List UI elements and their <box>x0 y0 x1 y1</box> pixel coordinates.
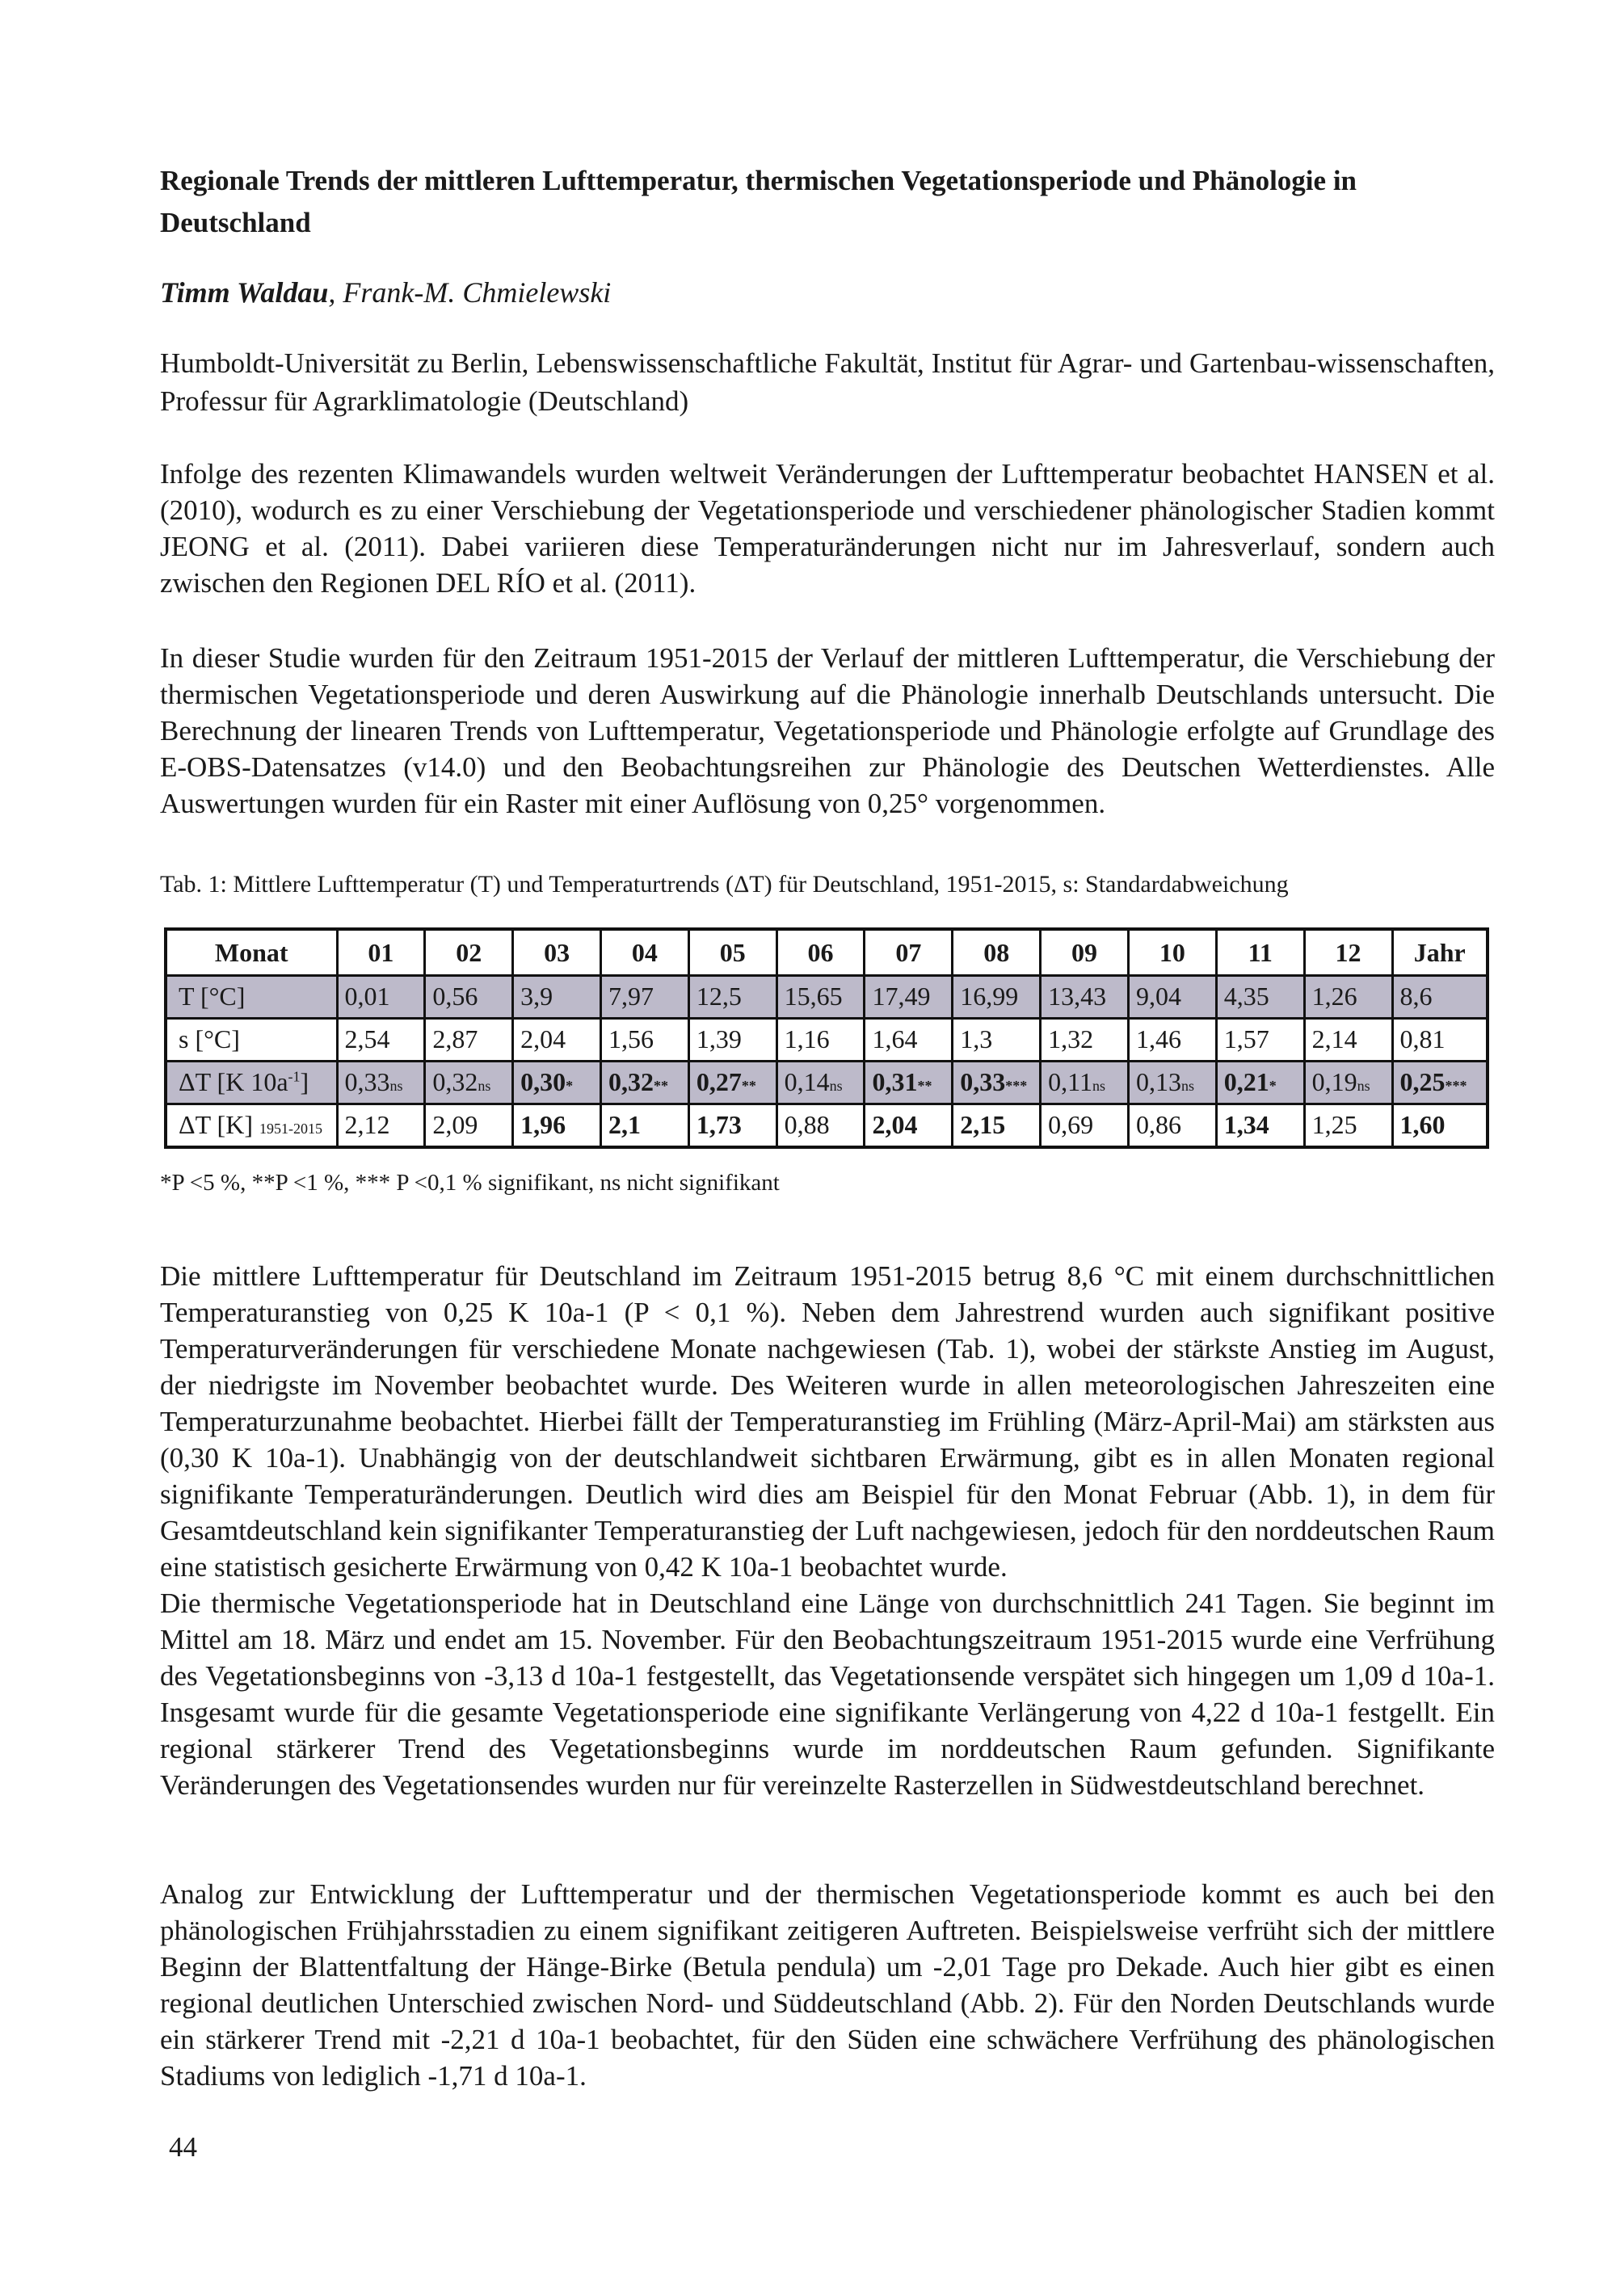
table-cell: 16,99 <box>953 976 1041 1019</box>
table-cell <box>776 1061 865 1104</box>
authors <box>160 275 1495 310</box>
table-caption: Tab. 1: Mittlere Lufttemperatur (T) und Temperaturtrends (ΔT) für Deutschland, 1951-2015, s: Standardabweichung <box>160 871 1289 898</box>
table-cell <box>337 1061 425 1104</box>
table-cell: 0,88 <box>776 1104 865 1147</box>
trend-value: 0,33 <box>960 1067 1006 1097</box>
table-cell <box>1128 1061 1216 1104</box>
paragraph-results-3: Analog zur Entwicklung der Lufttemperatur und der thermischen Vegetationsperiode kommt es auch bei den phänologischen Frühjahrsstadien zu einem signifikant zeitigeren Auftreten. Beispielsweise verfrüht sich der mittlere Beginn der Blattentfaltung der Hänge-Birke (Betula pendula) um -2,01 Tage pro Dekade. Auch hier gibt es einen regional deutlichen Unterschied zwischen Nord- und Süddeutschland (Abb. 2). Für den Norden Deutschlands wurde ein stärkerer Trend mit -2,21 d 10a-1 beobachtet, für den Süden eine schwächere Verfrühung des phänologischen Stadiums von lediglich -1,71 d 10a-1. <box>160 1878 1495 2092</box>
table-significance-note: *P <5 %, **P <1 %, *** P <0,1 % signifikant, ns nicht signifikant <box>160 1170 780 1196</box>
table-cell: 2,09 <box>425 1104 513 1147</box>
table-cell: 1,57 <box>1216 1018 1304 1061</box>
table-cell: 1,32 <box>1041 1018 1129 1061</box>
results-section <box>160 1258 1495 1803</box>
table-cell: 1,64 <box>865 1018 953 1061</box>
header-cell-month: Monat <box>166 929 337 976</box>
header-cell: 02 <box>425 929 513 976</box>
table-cell <box>425 1061 513 1104</box>
table-cell: 1,60 <box>1392 1104 1488 1147</box>
header-cell: 05 <box>688 929 776 976</box>
trend-value: 0,14 <box>784 1067 830 1097</box>
row-label-text: ΔT [K 10a <box>179 1067 288 1097</box>
trend-value: 0,21 <box>1223 1067 1269 1097</box>
trend-value: 0,32 <box>608 1067 654 1097</box>
significance-marker: *** <box>1445 1078 1467 1095</box>
trend-value: 0,11 <box>1048 1067 1092 1097</box>
table-cell: 9,04 <box>1128 976 1216 1019</box>
row-label: T [°C] <box>166 976 337 1019</box>
row-label <box>166 1104 337 1147</box>
significance-marker: ns <box>1357 1078 1370 1095</box>
table-cell: 1,96 <box>513 1104 601 1147</box>
table-cell <box>600 1061 688 1104</box>
table-row-decadal-trend <box>166 1061 1488 1104</box>
table-cell <box>1216 1061 1304 1104</box>
paper-title: Regionale Trends der mittleren Lufttemperatur, thermischen Vegetationsperiode und Phänologie in Deutschland <box>160 165 1357 238</box>
trend-value: 0,30 <box>520 1067 566 1097</box>
trend-value: 0,33 <box>344 1067 390 1097</box>
table-cell <box>688 1061 776 1104</box>
table-cell: 1,34 <box>1216 1104 1304 1147</box>
first-author: Timm Waldau <box>160 276 329 309</box>
table-header-row <box>166 929 1488 976</box>
table-cell: 2,12 <box>337 1104 425 1147</box>
table-cell <box>953 1061 1041 1104</box>
table-cell: 1,46 <box>1128 1018 1216 1061</box>
significance-marker: ** <box>741 1078 756 1095</box>
table-cell: 1,3 <box>953 1018 1041 1061</box>
table-cell <box>513 1061 601 1104</box>
header-cell-year: Jahr <box>1392 929 1488 976</box>
header-cell: 07 <box>865 929 953 976</box>
significance-marker: ns <box>478 1078 491 1095</box>
table-cell: 2,1 <box>600 1104 688 1147</box>
paragraph-intro-2: In dieser Studie wurden für den Zeitraum 1951-2015 der Verlauf der mittleren Lufttemperatur, die Verschiebung der thermischen Vegetationsperiode und deren Auswirkung auf die Phänologie innerhalb Deutschlands untersucht. Die Berechnung der linearen Trends von Lufttemperatur, Vegetationsperiode und Phänologie erfolgte auf Grundlage des E-OBS-Datensatzes (v14.0) und den Beobachtungsreihen zur Phänologie des Deutschen Wetterdienstes. Alle Auswertungen wurden für ein Raster mit einer Auflösung von 0,25° vorgenommen. <box>160 642 1495 819</box>
significance-marker: ** <box>653 1078 668 1095</box>
table-cell: 8,6 <box>1392 976 1488 1019</box>
trend-value: 0,31 <box>872 1067 918 1097</box>
header-cell: 04 <box>600 929 688 976</box>
paragraph-results-2: Die thermische Vegetationsperiode hat in Deutschland eine Länge von durchschnittlich 241 Tagen. Sie beginnt im Mittel am 18. März und endet am 15. November. Für den Beobachtungszeitraum 1951-2015 wurde eine Verfrühung des Vegetationsbeginns von -3,13 d 10a-1 festgestellt, das Vegetationsende verspätet sich hingegen um 1,09 d 10a-1. Insgesamt wurde für die gesamte Vegetationsperiode eine signifikante Verlängerung von 4,22 d 10a-1 festgellt. Ein regional stärkerer Trend des Vegetationsbeginns wurde im norddeutschen Raum gefunden. Signifikante Veränderungen des Vegetationsendes wurden nur für vereinzelte Rasterzellen in Südwestdeutschland berechnet. <box>160 1587 1495 1801</box>
table-cell: 12,5 <box>688 976 776 1019</box>
table-cell <box>1392 1061 1488 1104</box>
significance-marker: * <box>566 1078 574 1095</box>
table-cell: 1,25 <box>1304 1104 1392 1147</box>
paragraph-results-1: Die mittlere Lufttemperatur für Deutschland im Zeitraum 1951-2015 betrug 8,6 °C mit einem durchschnittlichen Temperaturanstieg von 0,25 K 10a-1 (P < 0,1 %). Neben dem Jahrestrend wurden auch signifikant positive Temperaturveränderungen für verschiedene Monate nachgewiesen (Tab. 1), wobei der stärkste Anstieg im August, der niedrigste im November beobachtet wurde. Des Weiteren wurde in allen meteorologischen Jahreszeiten eine Temperaturzunahme beobachtet. Hierbei fällt der Temperaturanstieg im Frühling (März-April-Mai) am stärksten aus (0,30 K 10a-1). Unabhängig von der deutschlandweit sichtbaren Erwärmung, gibt es in allen Monaten regional signifikante Temperaturänderungen. Deutlich wird dies am Beispiel für den Monat Februar (Abb. 1), in dem für Gesamtdeutschland kein signifikanter Temperaturanstieg der Luft nachgewiesen, jedoch für den norddeutschen Raum eine statistisch gesicherte Erwärmung von 0,42 K 10a-1 beobachtet wurde. <box>160 1260 1495 1583</box>
table-cell: 1,73 <box>688 1104 776 1147</box>
significance-marker: ns <box>829 1078 843 1095</box>
row-label-end: ] <box>300 1067 309 1097</box>
trend-value: 0,19 <box>1311 1067 1357 1097</box>
trend-value: 0,32 <box>432 1067 478 1097</box>
significance-marker: * <box>1269 1078 1277 1095</box>
table-cell: 2,14 <box>1304 1018 1392 1061</box>
paragraph-intro-1: Infolge des rezenten Klimawandels wurden weltweit Veränderungen der Lufttemperatur beobachtet HANSEN et al. (2010), wodurch es zu einer Verschiebung der Vegetationsperiode und verschiedener phänologischer Stadien kommt JEONG et al. (2011). Dabei variieren diese Temperaturänderungen nicht nur im Jahresverlauf, sondern auch zwischen den Regionen DEL RÍO et al. (2011). <box>160 458 1495 599</box>
table-cell: 0,86 <box>1128 1104 1216 1147</box>
header-cell: 12 <box>1304 929 1392 976</box>
table-cell <box>865 1061 953 1104</box>
header-cell: 06 <box>776 929 865 976</box>
table-cell <box>1041 1061 1129 1104</box>
table-cell: 0,01 <box>337 976 425 1019</box>
header-cell: 09 <box>1041 929 1129 976</box>
table-cell: 15,65 <box>776 976 865 1019</box>
table-cell: 1,56 <box>600 1018 688 1061</box>
row-label-period: 1951-2015 <box>259 1121 322 1137</box>
trend-value: 0,27 <box>696 1067 742 1097</box>
header-cell: 01 <box>337 929 425 976</box>
table-cell: 3,9 <box>513 976 601 1019</box>
table-cell: 7,97 <box>600 976 688 1019</box>
table-row-standard-deviation <box>166 1018 1488 1061</box>
table-cell: 2,04 <box>513 1018 601 1061</box>
table-cell: 0,69 <box>1041 1104 1129 1147</box>
temperature-table <box>164 927 1489 1149</box>
significance-marker: ** <box>917 1078 932 1095</box>
table-cell: 2,87 <box>425 1018 513 1061</box>
header-cell: 08 <box>953 929 1041 976</box>
table-cell: 13,43 <box>1041 976 1129 1019</box>
table-cell: 1,26 <box>1304 976 1392 1019</box>
table-row-mean-temperature <box>166 976 1488 1019</box>
header-cell: 11 <box>1216 929 1304 976</box>
table-cell: 2,15 <box>953 1104 1041 1147</box>
page-number: 44 <box>169 2131 197 2163</box>
table-cell: 0,81 <box>1392 1018 1488 1061</box>
table-cell: 2,54 <box>337 1018 425 1061</box>
table-cell: 0,56 <box>425 976 513 1019</box>
table-cell: 17,49 <box>865 976 953 1019</box>
row-label: s [°C] <box>166 1018 337 1061</box>
header-cell: 03 <box>513 929 601 976</box>
row-label-superscript: -1 <box>288 1068 301 1085</box>
table-cell <box>1304 1061 1392 1104</box>
table-cell: 2,04 <box>865 1104 953 1147</box>
significance-marker: ns <box>389 1078 403 1095</box>
trend-value: 0,25 <box>1399 1067 1446 1097</box>
significance-marker: ns <box>1092 1078 1105 1095</box>
table-cell: 1,16 <box>776 1018 865 1061</box>
table-cell: 1,39 <box>688 1018 776 1061</box>
significance-marker: ns <box>1180 1078 1194 1095</box>
table-cell: 4,35 <box>1216 976 1304 1019</box>
trend-value: 0,13 <box>1135 1067 1181 1097</box>
table-row-total-change <box>166 1104 1488 1147</box>
affiliation: Humboldt-Universität zu Berlin, Lebenswissenschaftliche Fakultät, Institut für Agrar- und Gartenbau-wissenschaften, Professur für Agrarklimatologie (Deutschland) <box>160 347 1495 417</box>
co-authors: , Frank-M. Chmielewski <box>328 276 612 309</box>
significance-marker: *** <box>1005 1078 1028 1095</box>
header-cell: 10 <box>1128 929 1216 976</box>
row-label <box>166 1061 337 1104</box>
row-label-text: ΔT [K] <box>179 1110 253 1140</box>
